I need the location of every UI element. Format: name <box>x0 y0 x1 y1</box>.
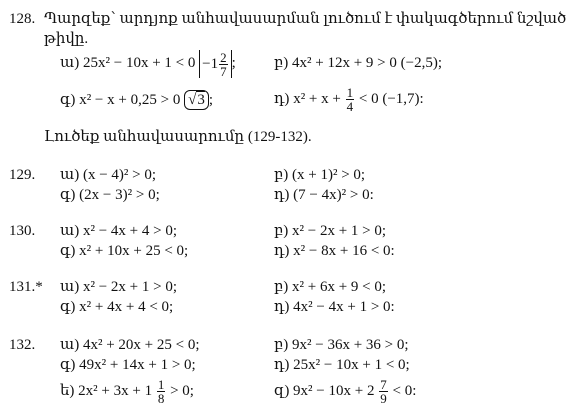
inequality: x² − x + 0,25 > 0 <box>79 92 181 108</box>
problem-128-b <box>274 54 442 72</box>
inequality-part: < 0 (−1,7): <box>358 91 424 107</box>
item-label: ա) <box>60 55 80 71</box>
problem-130-b: բ) x² − 2x + 1 > 0; <box>274 223 387 239</box>
problem-131-b: բ) x² + 6x + 9 < 0; <box>274 279 387 295</box>
problem-128-a: ա) 25x² − 10x + 1 < 0 −1 $\frac{2}{7}$ ; <box>60 49 236 79</box>
inequality-part: x² + x + <box>293 91 341 107</box>
inequality: 4x² + 12x + 9 > 0 <box>292 55 397 71</box>
problem-129-c: գ) (2x − 3)² > 0; <box>60 187 160 203</box>
problem-129-b: բ) (x + 1)² > 0; <box>274 167 366 183</box>
problem-132-b: բ) 9x² − 36x + 36 > 0; <box>274 337 409 353</box>
test-value-abs <box>199 50 231 78</box>
problem-130-a: ա) x² − 4x + 4 > 0; <box>60 223 178 239</box>
problem-128-c <box>60 90 213 110</box>
fraction <box>379 378 388 405</box>
item-label: բ) <box>274 55 289 71</box>
problem-number-131: 131.* <box>9 279 43 295</box>
problem-128-title-cont: թիվը. <box>44 31 89 47</box>
denominator: 4 <box>346 99 354 115</box>
numerator: 1 <box>346 85 354 101</box>
inequality-part: զ) 9x² − 10x + 2 <box>274 383 375 399</box>
numerator: 7 <box>380 377 387 393</box>
item-label: դ) <box>274 91 290 107</box>
denominator: 9 <box>380 391 387 407</box>
item-label: գ) <box>60 92 76 108</box>
fraction <box>157 378 166 405</box>
punct: ; <box>208 92 213 108</box>
problem-132-a: ա) 4x² + 20x + 25 < 0; <box>60 337 200 353</box>
inequality-part: < 0: <box>392 383 417 399</box>
problem-128-title: Պարզեք՝ արդյոք անհավասարման լուծում է փակագծերում նշված <box>44 11 566 27</box>
problem-number-132: 132. <box>9 337 36 353</box>
radicand: 3 <box>197 92 205 108</box>
inequality-part: ե) 2x² + 3x + 1 <box>60 383 153 399</box>
fraction <box>219 51 228 78</box>
problem-131-d: դ) 4x² − 4x + 1 > 0: <box>274 299 395 315</box>
inequality: 25x² − 10x + 1 < 0 <box>82 55 196 71</box>
numerator: 2 <box>220 49 227 65</box>
problem-128-d <box>274 84 424 114</box>
numerator: 1 <box>157 377 165 393</box>
problem-132-d: դ) 25x² − 10x + 1 < 0; <box>274 357 410 373</box>
fraction <box>346 86 355 113</box>
test-value-sqrt: √3 <box>184 90 209 110</box>
problem-132-e <box>60 376 194 406</box>
problem-number-128: 128. <box>9 11 36 27</box>
problem-132-c: գ) 49x² + 14x + 1 > 0; <box>60 357 196 373</box>
denominator: 7 <box>220 63 227 79</box>
problem-131-c: գ) x² + 4x + 4 < 0; <box>60 299 174 315</box>
problem-number-129: 129. <box>9 167 36 183</box>
problem-130-c: գ) x² + 10x + 25 < 0; <box>60 243 189 259</box>
problem-number-130: 130. <box>9 223 36 239</box>
denominator: 8 <box>157 391 165 407</box>
problem-130-d: դ) x² − 8x + 16 < 0: <box>274 243 395 259</box>
problem-131-a: ա) x² − 2x + 1 > 0; <box>60 279 178 295</box>
inequality-part: > 0; <box>170 383 194 399</box>
problem-129-d: դ) (7 − 4x)² > 0: <box>274 187 374 203</box>
whole-part: −1 <box>202 55 219 72</box>
instruction: Լուծեք անհավասարումը (129-132). <box>44 129 312 145</box>
problem-132-f <box>274 376 416 406</box>
problem-129-a: ա) (x − 4)² > 0; <box>60 167 157 183</box>
test-value: (−2,5); <box>400 55 443 71</box>
